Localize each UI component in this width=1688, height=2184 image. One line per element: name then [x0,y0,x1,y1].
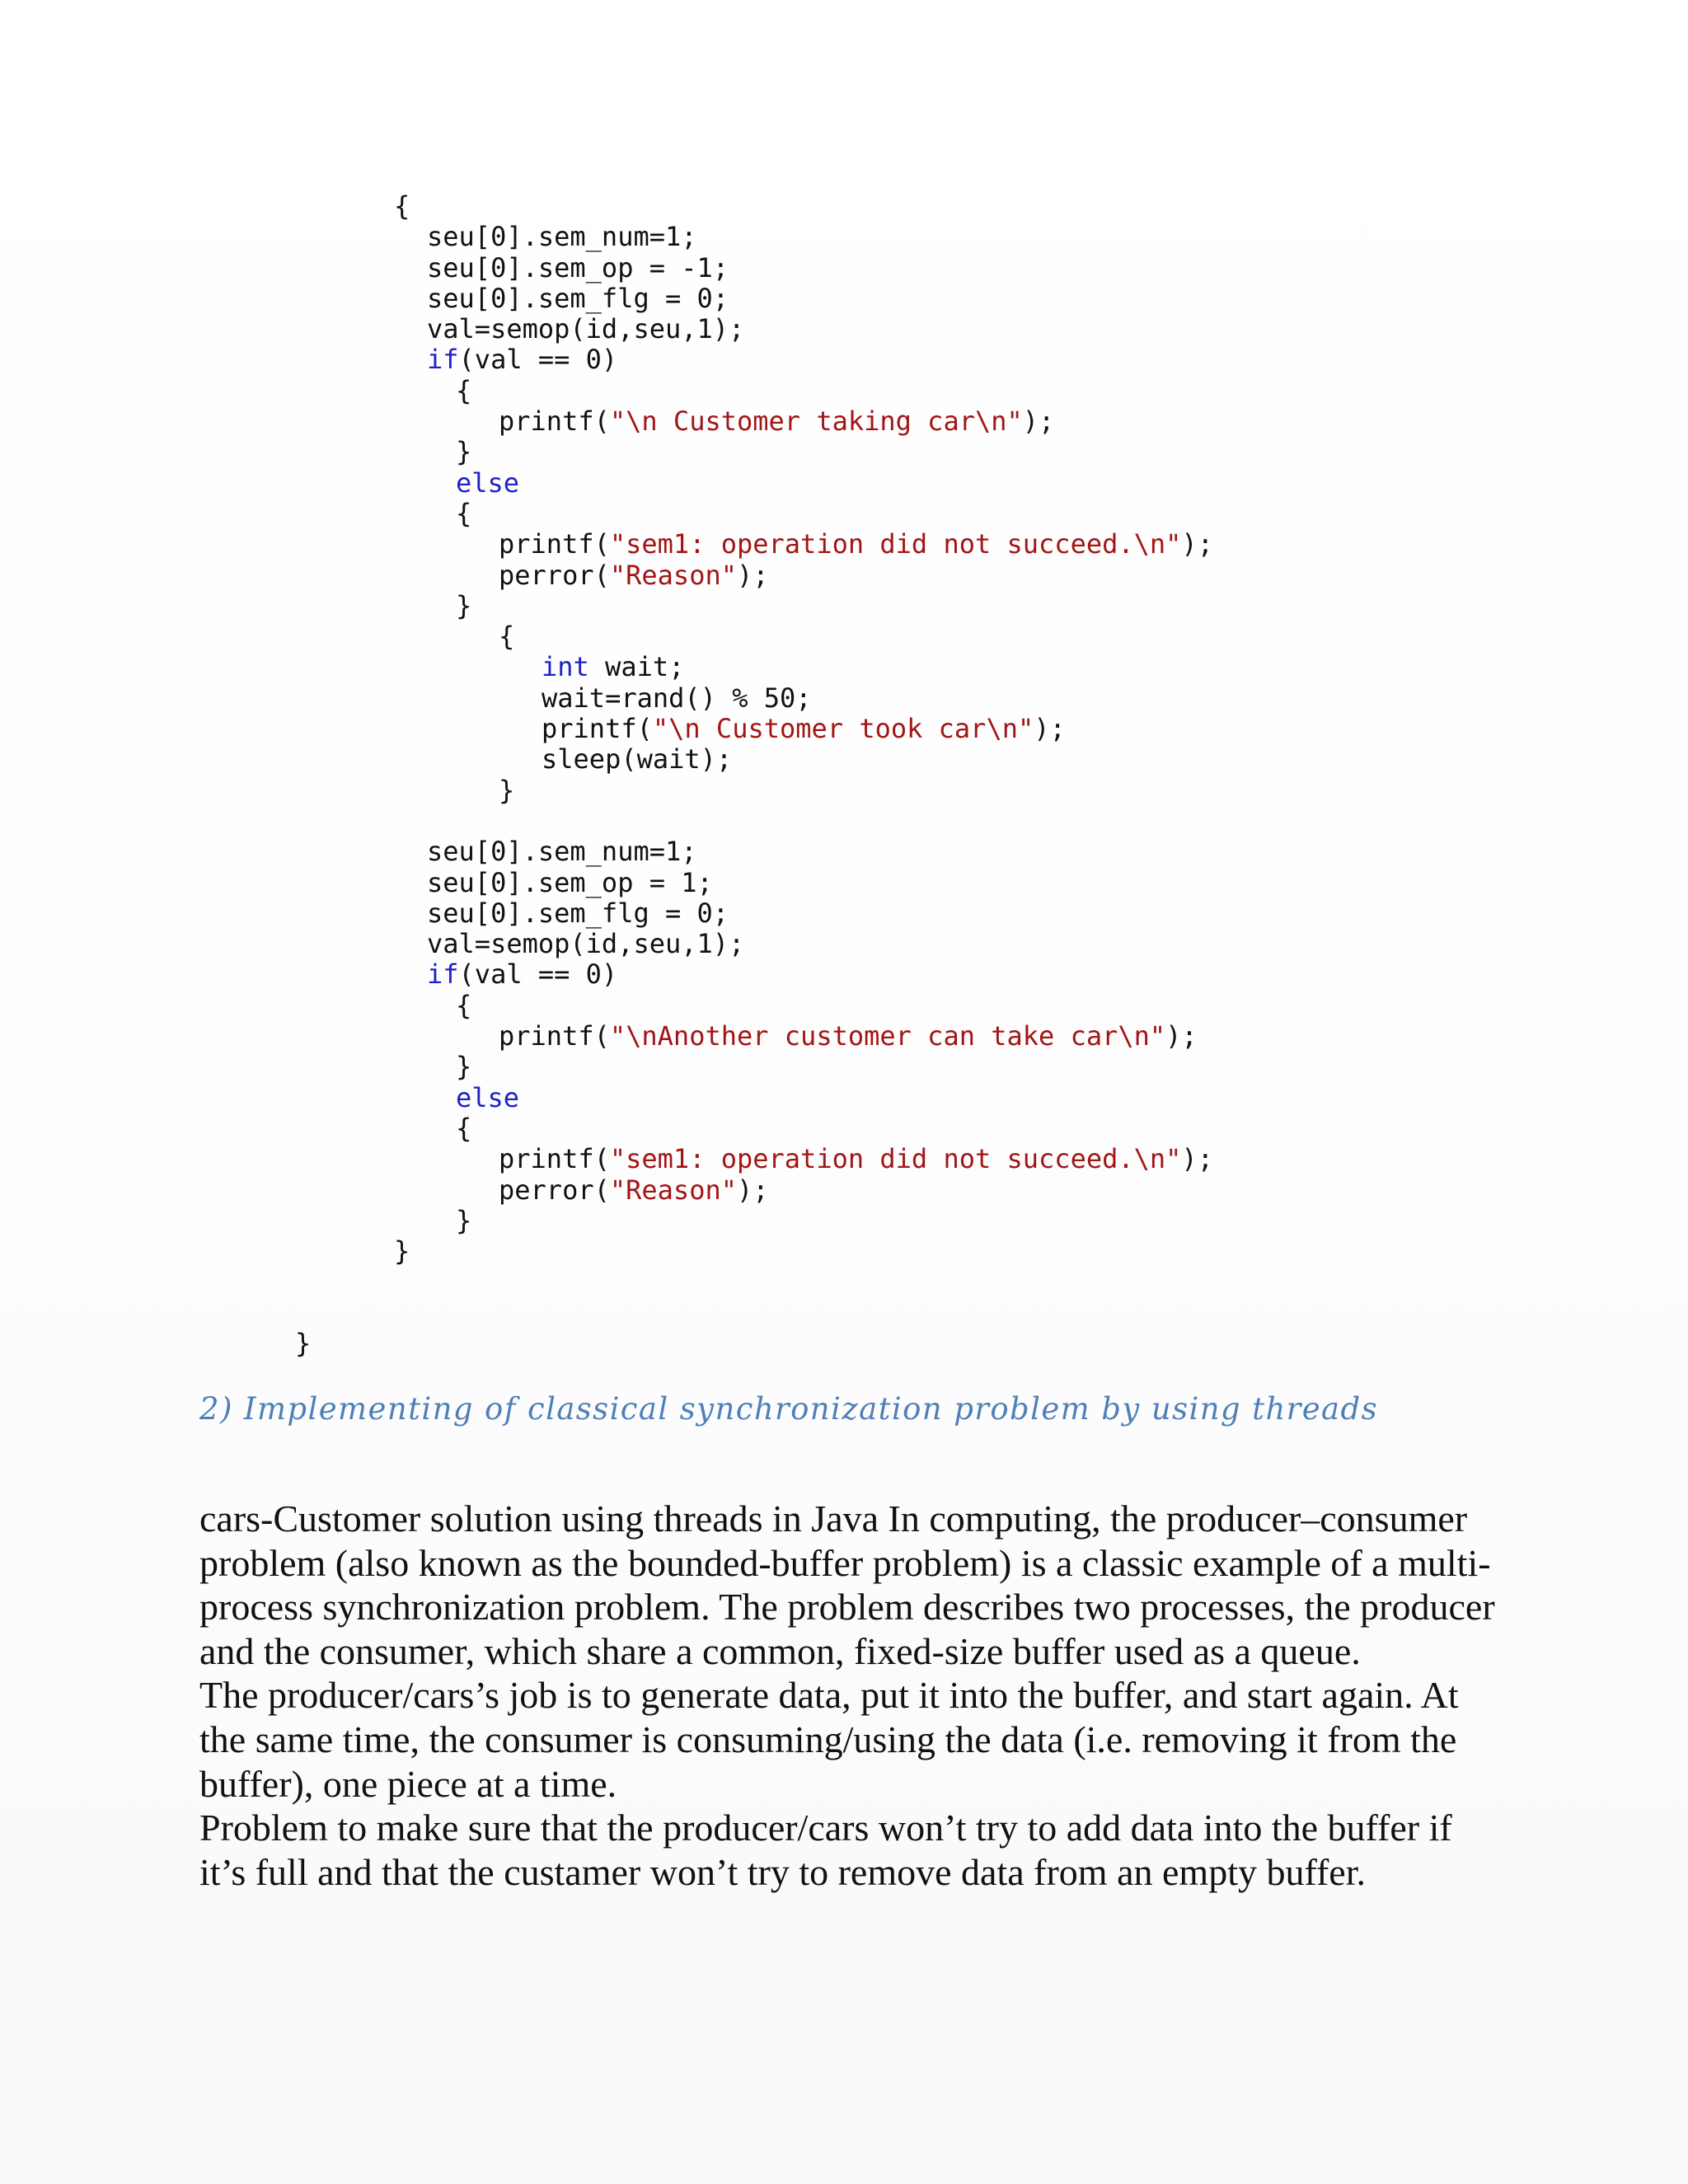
code-text: } [499,774,515,806]
code-text: ); [1022,405,1055,438]
code-text: ); [1165,1020,1198,1052]
code-line [0,191,1688,222]
code-line [0,1175,1688,1206]
code-text: printf( [499,405,610,438]
code-text: sleep(wait); [542,743,733,776]
code-text: ); [1181,528,1213,560]
code-string: "\n Customer took car\n" [652,713,1034,745]
code-keyword: int [542,651,589,683]
code-keyword: else [456,466,520,499]
code-text: ); [736,559,769,591]
code-line [0,529,1688,560]
code-text: { [456,374,472,406]
code-text: seu[0].sem_flg = 0; [427,897,729,929]
code-line [0,1144,1688,1174]
code-line [0,776,1688,806]
code-text: ); [1034,713,1066,745]
code-line [0,437,1688,467]
code-string: "sem1: operation did not succeed.\n" [609,528,1182,560]
code-line [0,806,1688,837]
code-text: val=semop(id,seu,1); [427,928,745,960]
code-line [0,222,1688,252]
code-line [0,1267,1688,1297]
code-line [0,284,1688,314]
code-line [0,499,1688,529]
code-text: val=semop(id,seu,1); [427,313,745,345]
code-line [0,929,1688,959]
code-line [0,1236,1688,1267]
code-string: "sem1: operation did not succeed.\n" [609,1143,1182,1175]
code-text: } [456,1051,472,1083]
code-line [0,959,1688,990]
code-text: (val == 0) [458,958,618,991]
code-line [0,1206,1688,1236]
code-text: seu[0].sem_op = -1; [427,251,729,284]
code-line [0,376,1688,406]
code-text: wait; [588,651,685,683]
code-text: } [456,436,472,468]
code-text: printf( [499,1143,610,1175]
code-block [0,191,1688,1359]
code-line [0,344,1688,375]
code-text: wait=rand() % 50; [542,682,812,714]
code-text: seu[0].sem_flg = 0; [427,282,729,314]
paragraph: cars-Customer solution using threads in Java In computing, the producer–consumer problem (also known as the bounded-buffer problem) is a classic example of a multi-process synchronization problem. The problem describes two processes, the producer and the consumer, which share a common, fixed-size buffer used as a queue. [199,1497,1495,1672]
code-line [0,1298,1688,1329]
code-text: } [295,1327,312,1359]
code-string: "\nAnother customer can take car\n" [609,1020,1166,1052]
code-line [0,1329,1688,1359]
code-text: { [456,1112,472,1144]
code-line [0,253,1688,284]
paragraph: Problem to make sure that the producer/cars won’t try to add data into the buffer if it’s full and that the custamer won’t try to remove data from an empty buffer. [199,1807,1452,1893]
code-text: { [456,989,472,1021]
code-text: { [394,190,410,222]
code-text: } [456,1204,472,1236]
code-line [0,652,1688,682]
code-line [0,868,1688,898]
code-line [0,1113,1688,1144]
code-text: { [456,497,472,529]
code-keyword: if [427,344,459,376]
code-line [0,991,1688,1021]
code-keyword: else [456,1081,520,1113]
body-text [199,1497,1502,1894]
code-line [0,468,1688,499]
code-text: (val == 0) [458,344,618,376]
code-text: } [456,589,472,621]
code-line [0,1083,1688,1113]
section-heading: 2) Implementing of classical synchronization problem by using threads [199,1391,1378,1427]
code-line [0,406,1688,437]
code-text: ); [736,1174,769,1206]
code-line [0,1052,1688,1082]
code-string: "Reason" [609,559,737,591]
code-text: seu[0].sem_num=1; [427,836,697,868]
code-keyword: if [427,958,459,991]
code-line [0,591,1688,621]
code-line [0,744,1688,775]
code-text: printf( [499,528,610,560]
code-text: { [499,621,515,653]
code-text: seu[0].sem_op = 1; [427,866,713,898]
code-text: printf( [542,713,653,745]
code-text: seu[0].sem_num=1; [427,221,697,253]
code-line [0,898,1688,929]
code-line [0,621,1688,652]
code-string: "\n Customer taking car\n" [609,405,1023,438]
code-line [0,314,1688,344]
code-text: perror( [499,559,610,591]
code-line [0,837,1688,867]
code-text: } [394,1235,410,1268]
code-line [0,1021,1688,1052]
code-text: ); [1181,1143,1213,1175]
code-line [0,560,1688,591]
paragraph: The producer/cars’s job is to generate data, put it into the buffer, and start again. At the same time, the consumer is consuming/using the data (i.e. removing it from the buffer), one piece at a time. [199,1674,1459,1805]
code-text: printf( [499,1020,610,1052]
code-string: "Reason" [609,1174,737,1206]
code-line [0,683,1688,714]
code-line [0,714,1688,744]
code-text: perror( [499,1174,610,1206]
